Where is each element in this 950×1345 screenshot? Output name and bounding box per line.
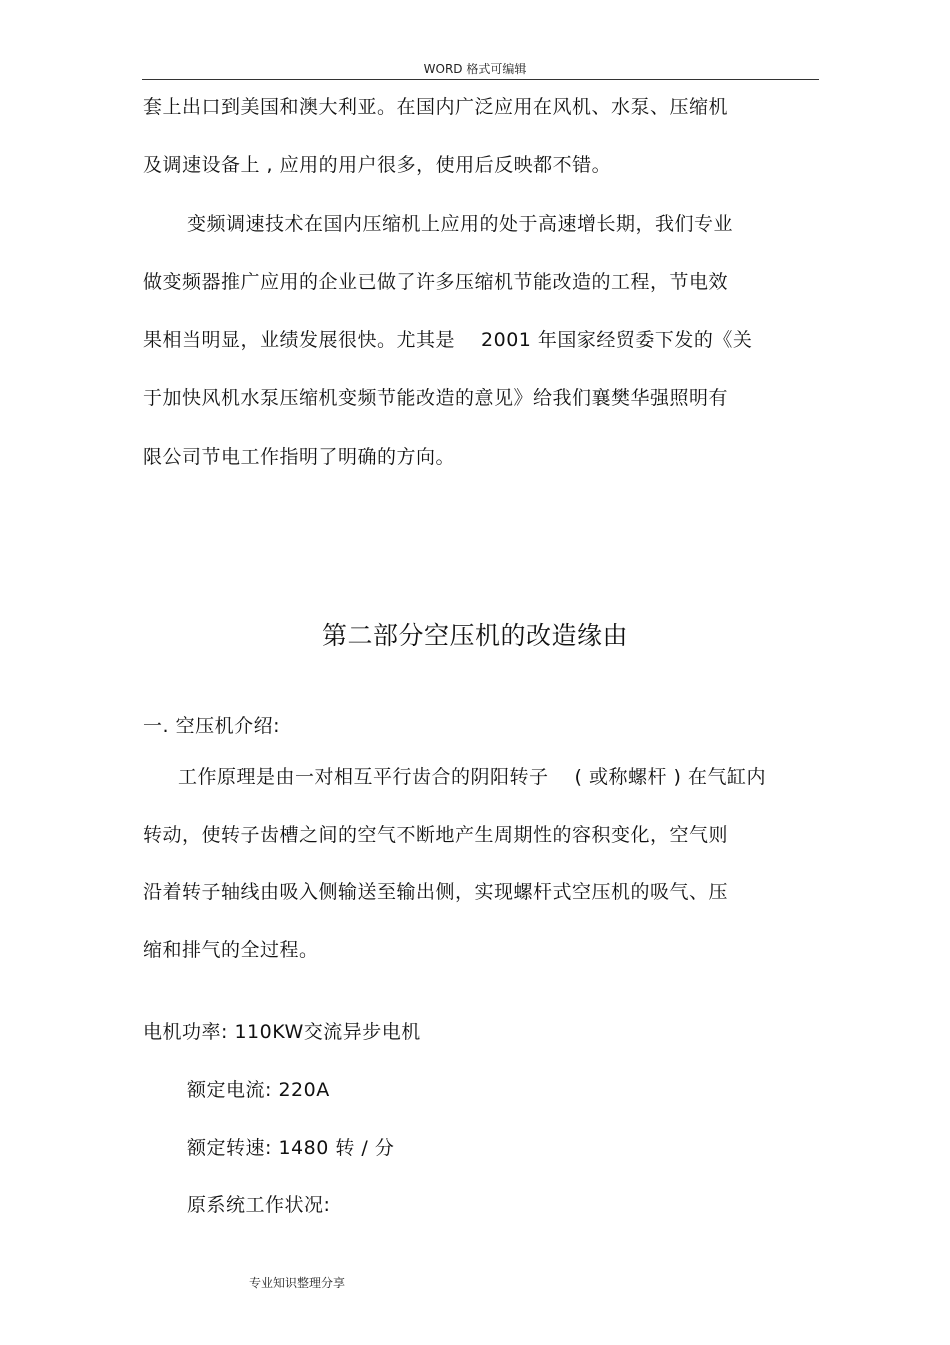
paragraph-line: 做变频器推广应用的企业已做了许多压缩机节能改造的工程，节电效	[143, 271, 729, 293]
paragraph-line: 果相当明显，业绩发展很快。尤其是 2001 年国家经贸委下发的《关	[143, 329, 753, 351]
paragraph-line: 变频调速技术在国内压缩机上应用的处于高速增长期，我们专业	[187, 213, 734, 235]
paragraph-line: 限公司节电工作指明了明确的方向。	[143, 446, 456, 468]
spec-rated-speed: 额定转速: 1480 转 / 分	[187, 1137, 395, 1159]
paragraph-line: 套上出口到美国和澳大利亚。在国内广泛应用在风机、水泵、压缩机	[143, 96, 729, 118]
spec-original-status: 原系统工作状况:	[187, 1194, 331, 1216]
header-divider	[142, 79, 819, 80]
spec-motor-power: 电机功率: 110KW交流异步电机	[143, 1021, 421, 1043]
paragraph-line: 于加快风机水泵压缩机变频节能改造的意见》给我们襄樊华强照明有	[143, 387, 729, 409]
section-title: 第二部分空压机的改造缘由	[321, 621, 628, 650]
paragraph-line: 缩和排气的全过程。	[143, 939, 319, 961]
subsection-heading: 一. 空压机介绍:	[143, 715, 280, 737]
paragraph-line: 及调速设备上 , 应用的用户很多，使用后反映都不错。	[143, 154, 612, 176]
paragraph-line: 沿着转子轴线由吸入侧输送至输出侧，实现螺杆式空压机的吸气、压	[143, 881, 729, 903]
page-header: WORD 格式可编辑	[423, 62, 527, 76]
spec-rated-current: 额定电流: 220A	[187, 1079, 330, 1101]
paragraph-line: 工作原理是由一对相互平行齿合的阴阳转子 ( 或称螺杆 ) 在气缸内	[178, 766, 766, 788]
paragraph-line: 转动，使转子齿槽之间的空气不断地产生周期性的容积变化，空气则	[143, 824, 729, 846]
page-footer: 专业知识整理分享	[249, 1276, 346, 1290]
